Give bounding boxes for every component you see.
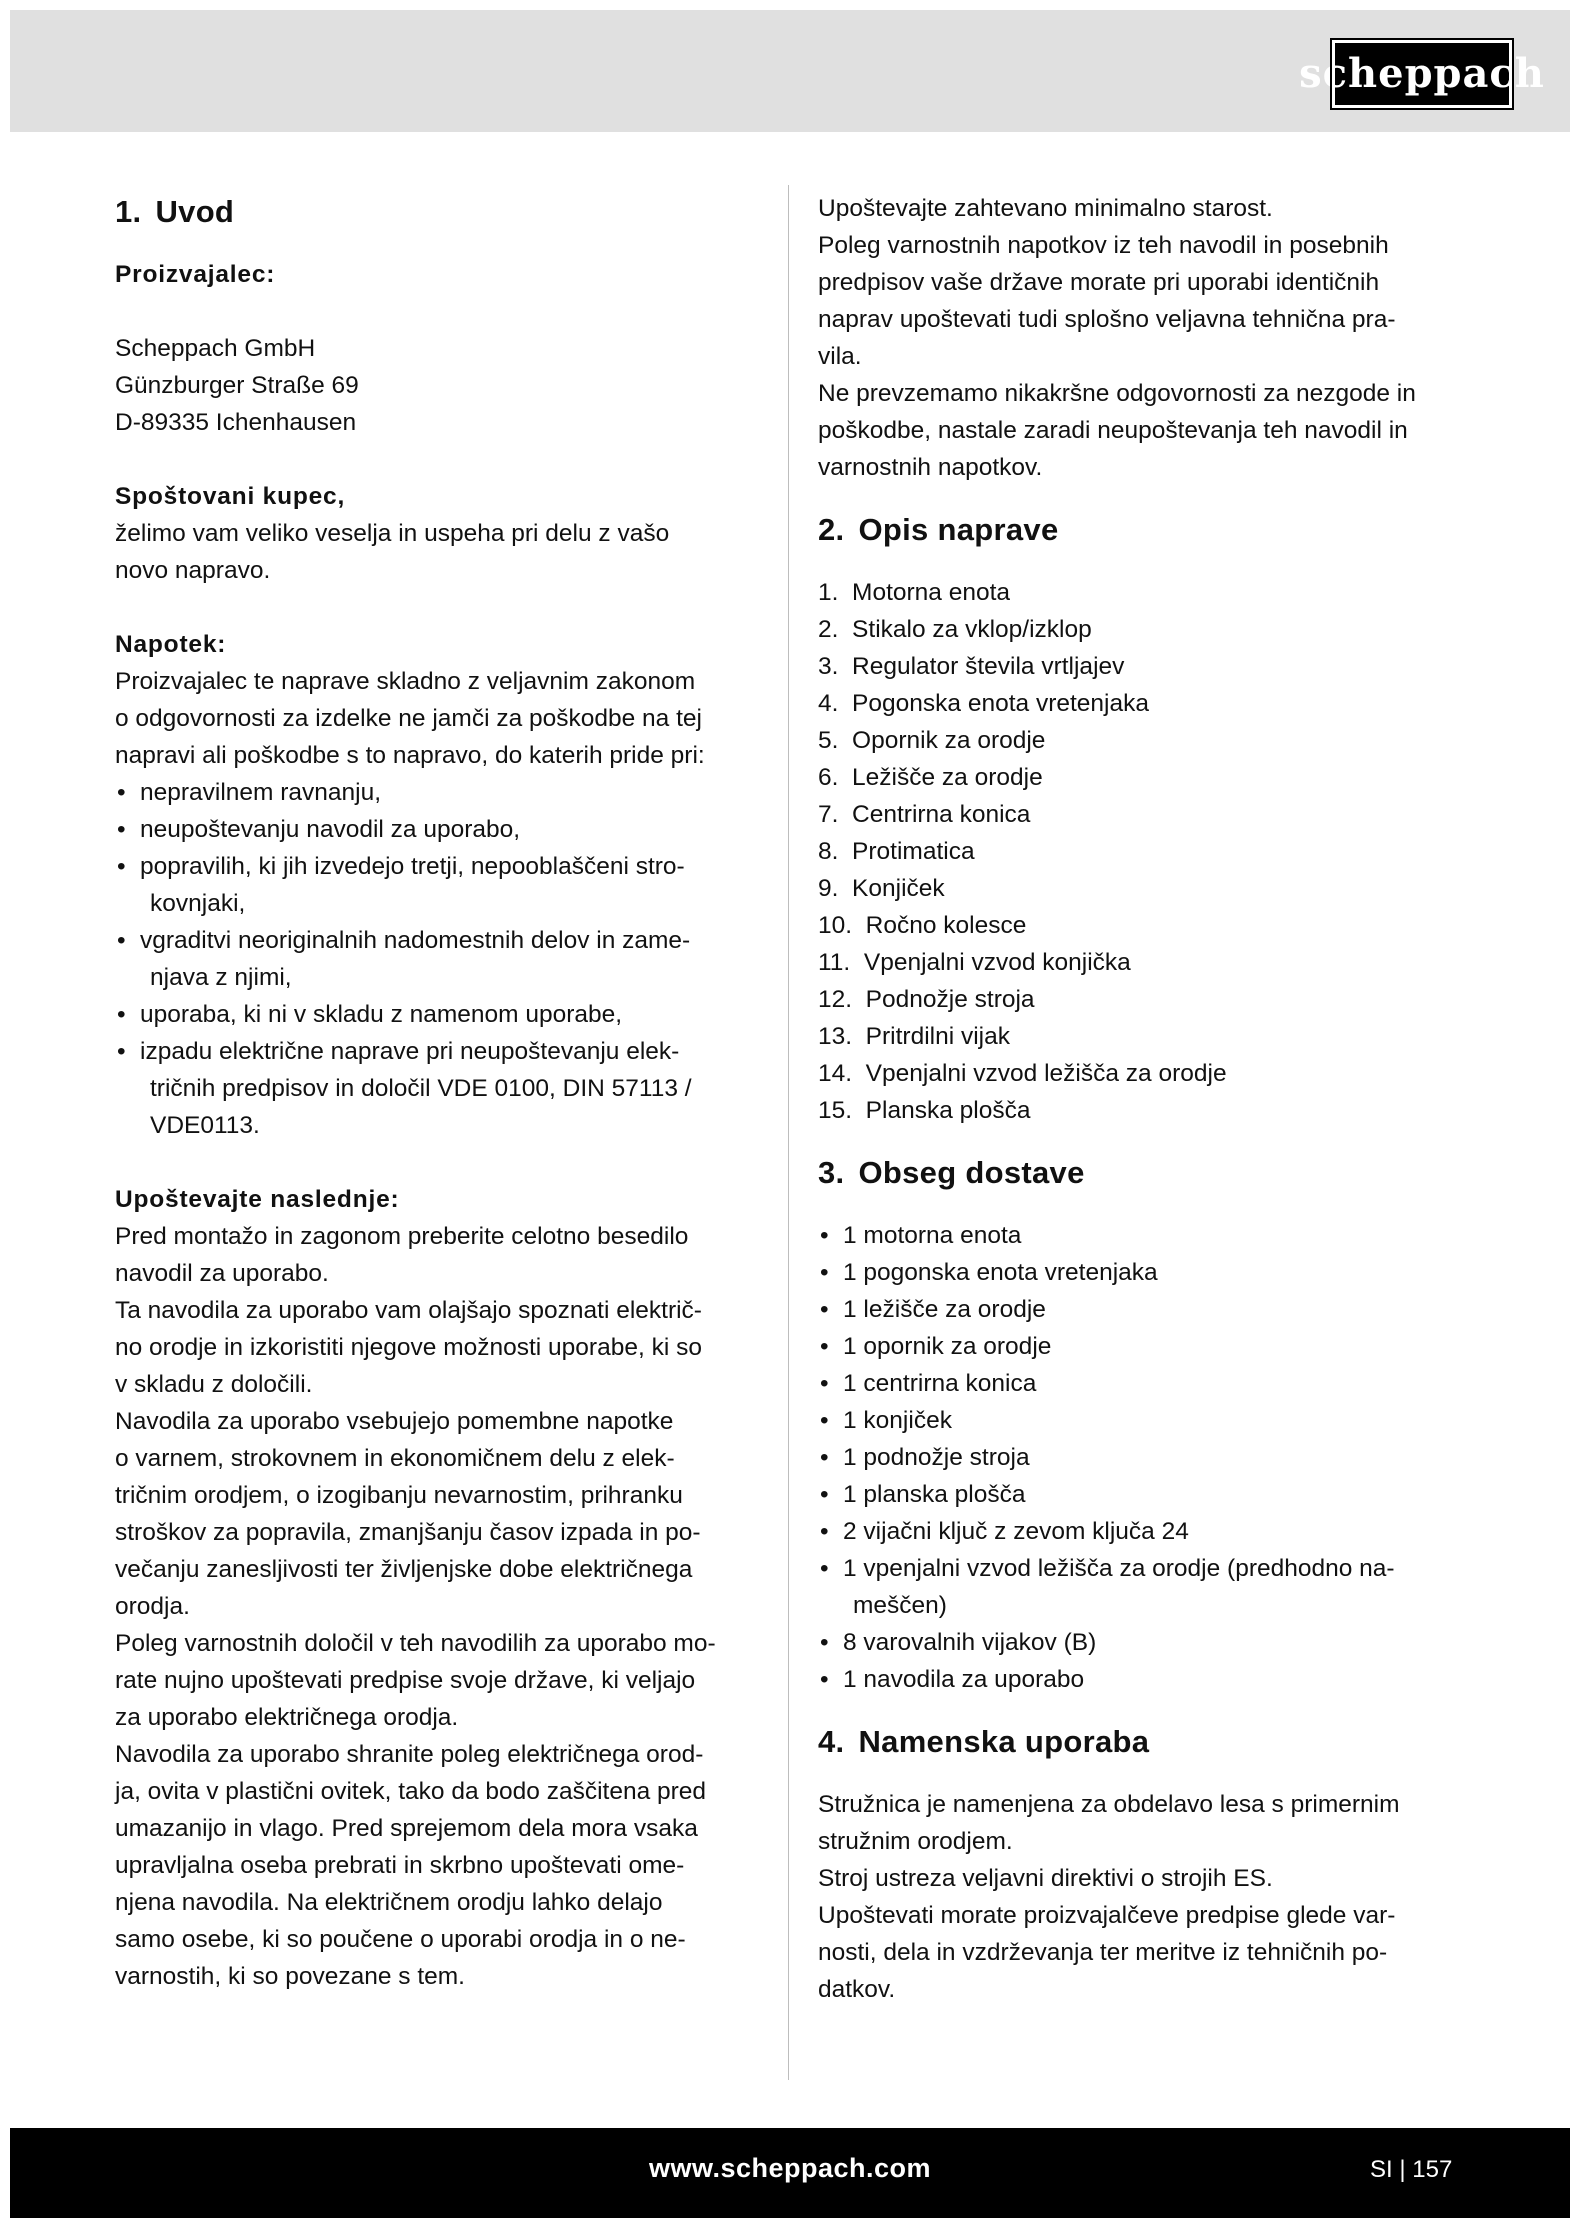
left-column [115,190,765,1995]
text-line: večanju zanesljivosti ter življenjske dobe električnega [115,1556,693,1583]
text-line: stružnim orodjem. [818,1828,1013,1855]
list-item [818,1624,1458,1661]
note-list [115,774,765,1144]
text-line: Pred montažo in zagonom preberite celotno besedilo [115,1223,689,1250]
text-line: naprav upoštevati tudi splošno veljavna tehnična pra- [818,306,1396,333]
observe-label: Upoštevajte naslednje: [115,1186,400,1213]
list-item-text: 1 navodila za uporabo [843,1666,1085,1693]
list-item-text: 1 opornik za orodje [843,1333,1052,1360]
usage-text [818,1786,1458,2008]
list-item [818,1291,1458,1328]
list-item: 8. Protimatica [818,838,975,865]
delivery-list [818,1217,1458,1698]
text-line: Ne prevzemamo nikakršne odgovornosti za nezgode in [818,380,1416,407]
list-item [818,1661,1458,1698]
section-title: Namenska uporaba [858,1724,1150,1759]
text-line: stroškov za popravila, zmanjšanju časov izpada in po- [115,1519,701,1546]
text-line: vila. [818,343,862,370]
list-item: 6. Ležišče za orodje [818,764,1043,791]
address-line: D-89335 Ichenhausen [115,409,357,436]
list-item: 13. Pritrdilni vijak [818,1023,1010,1050]
list-item-text: tričnih predpisov in določil VDE 0100, DIN 57113 / [150,1075,692,1102]
text-line: njena navodila. Na električnem orodju lahko delajo [115,1889,663,1916]
list-item-text: 1 pogonska enota vretenjaka [843,1259,1158,1286]
logo-text: scheppach [1299,50,1545,97]
list-item [818,1402,1458,1439]
note-text-line: o odgovornosti za izdelke ne jamči za poškodbe na tej [115,705,702,732]
list-item [818,1476,1458,1513]
list-item-text: 1 ležišče za orodje [843,1296,1046,1323]
text-line: umazanijo in vlago. Pred sprejemom dela mora vsaka [115,1815,698,1842]
scheppach-logo [1299,40,1545,108]
list-item-text: 1 centrirna konica [843,1370,1037,1397]
list-item-text: neupoštevanju navodil za uporabo, [140,816,521,843]
text-line: samo osebe, ki so poučene o uporabi orodja in o ne- [115,1926,686,1953]
note-label: Napotek: [115,631,227,658]
list-item-text: 1 planska plošča [843,1481,1026,1508]
list-item [818,1254,1458,1291]
customer-greeting: Spoštovani kupec, [115,483,346,510]
text-line: Navodila za uporabo shranite poleg električnega orod- [115,1741,704,1768]
section-title: Obseg dostave [858,1155,1085,1190]
text-line: orodja. [115,1593,190,1620]
text-line: predpisov vaše države morate pri uporabi identičnih [818,269,1380,296]
text-line: o varnem, strokovnem in ekonomičnem delu z elek- [115,1445,675,1472]
list-item-text: uporaba, ki ni v skladu z namenom uporabe, [140,1001,623,1028]
list-item [818,1328,1458,1365]
list-item-text: meščen) [853,1592,947,1619]
text-line: navodil za uporabo. [115,1260,329,1287]
list-item-text: • vgraditvi neoriginalnih nadomestnih delov in zame- [140,927,691,954]
list-item-text: 1 podnožje stroja [843,1444,1030,1471]
list-item [818,1217,1458,1254]
customer-text-line: želimo vam veliko veselja in uspeha pri delu z vašo [115,520,670,547]
section-title: Uvod [155,194,235,229]
footer-website-link[interactable]: www.scheppach.com [648,2153,932,2183]
list-item [115,774,765,811]
list-item [818,1365,1458,1402]
text-line: Navodila za uporabo vsebujejo pomembne napotke [115,1408,674,1435]
text-line: v skladu z določili. [115,1371,313,1398]
section-number: 4. [818,1724,845,1759]
text-line: Upoštevajte zahtevano minimalno starost. [818,195,1273,222]
section-number: 1. [115,194,142,229]
text-line: nosti, dela in vzdrževanja ter meritve iz tehničnih po- [818,1939,1388,1966]
page-number: SI | 157 [1370,2156,1453,2183]
list-item-text: VDE0113. [150,1112,260,1139]
list-item: 14. Vpenjalni vzvod ležišča za orodje [818,1060,1227,1087]
text-line: poškodbe, nastale zaradi neupoštevanja teh navodil in [818,417,1408,444]
section-heading-opis-naprave [818,508,1458,552]
text-line: rate nujno upoštevati predpise svoje države, ki veljajo [115,1667,696,1694]
list-item: 3. Regulator števila vrtljajev [818,653,1125,680]
list-item: 11. Vpenjalni vzvod konjička [818,949,1131,976]
section-heading-namenska-uporaba [818,1720,1458,1764]
list-item [115,811,765,848]
list-item: 5. Opornik za orodje [818,727,1046,754]
list-item [818,1513,1458,1550]
list-item-text: 1 motorna enota [843,1222,1022,1249]
text-line: datkov. [818,1976,896,2003]
column-divider [788,185,789,2080]
right-column [818,190,1458,2008]
text-line: varnostih, ki so povezane s tem. [115,1963,465,1990]
text-line: Stružnica je namenjena za obdelavo lesa s primernim [818,1791,1400,1818]
list-item: 12. Podnožje stroja [818,986,1035,1013]
parts-list [818,574,1458,1129]
list-item-text: njava z njimi, [150,964,292,991]
list-item: 2. Stikalo za vklop/izklop [818,616,1092,643]
text-line: za uporabo električnega orodja. [115,1704,459,1731]
note-text-line: Proizvajalec te naprave skladno z veljavnim zakonom [115,668,696,695]
list-item-text: kovnjaki, [150,890,246,917]
intro-text [818,190,1458,486]
text-line: Upoštevati morate proizvajalčeve predpise glede var- [818,1902,1396,1929]
list-item-text: • 1 vpenjalni vzvod ležišča za orodje (predhodno na- [843,1555,1395,1582]
list-item: 10. Ročno kolesce [818,912,1027,939]
section-number: 2. [818,512,845,547]
text-line: upravljalna oseba prebrati in skrbno upoštevati ome- [115,1852,685,1879]
list-item: 1. Motorna enota [818,579,1011,606]
list-item-text: 8 varovalnih vijakov (B) [843,1629,1097,1656]
text-line: ja, ovita v plastični ovitek, tako da bodo zaščitena pred [115,1778,707,1805]
list-item: 4. Pogonska enota vretenjaka [818,690,1149,717]
text-line: Poleg varnostnih določil v teh navodilih za uporabo mo- [115,1630,716,1657]
list-item-text: • izpadu električne naprave pri neupoštevanju elek- [140,1038,680,1065]
section-number: 3. [818,1155,845,1190]
address-line: Günzburger Straße 69 [115,372,359,399]
manufacturer-label: Proizvajalec: [115,261,276,288]
text-line: Poleg varnostnih napotkov iz teh navodil in posebnih [818,232,1389,259]
list-item [818,1439,1458,1476]
section-heading-obseg-dostave [818,1151,1458,1195]
section-heading-uvod [115,190,765,234]
list-item [115,922,765,996]
list-item-text: nepravilnem ravnanju, [140,779,382,806]
text-line: tričnim orodjem, o izogibanju nevarnostim, prihranku [115,1482,683,1509]
list-item [115,996,765,1033]
list-item: 15. Planska plošča [818,1097,1031,1124]
list-item [115,1033,765,1144]
list-item-text: • popravilih, ki jih izvedejo tretji, nepooblaščeni stro- [140,853,685,880]
note-text-line: napravi ali poškodbe s to napravo, do katerih pride pri: [115,742,705,769]
observe-text [115,1218,765,1995]
text-line: no orodje in izkoristiti njegove možnosti uporabe, ki so [115,1334,702,1361]
section-title: Opis naprave [858,512,1059,547]
list-item [115,848,765,922]
list-item-text: 1 konjiček [843,1407,952,1434]
list-item-text: 2 vijačni ključ z zevom ključa 24 [843,1518,1189,1545]
text-line: Stroj ustreza veljavni direktivi o strojih ES. [818,1865,1273,1892]
list-item: 9. Konjiček [818,875,945,902]
address-line: Scheppach GmbH [115,335,316,362]
list-item: 7. Centrirna konica [818,801,1031,828]
list-item [818,1550,1458,1624]
text-line: varnostnih napotkov. [818,454,1043,481]
customer-text-line: novo napravo. [115,557,271,584]
manufacturer-address [115,330,765,441]
text-line: Ta navodila za uporabo vam olajšajo spoznati električ- [115,1297,702,1324]
